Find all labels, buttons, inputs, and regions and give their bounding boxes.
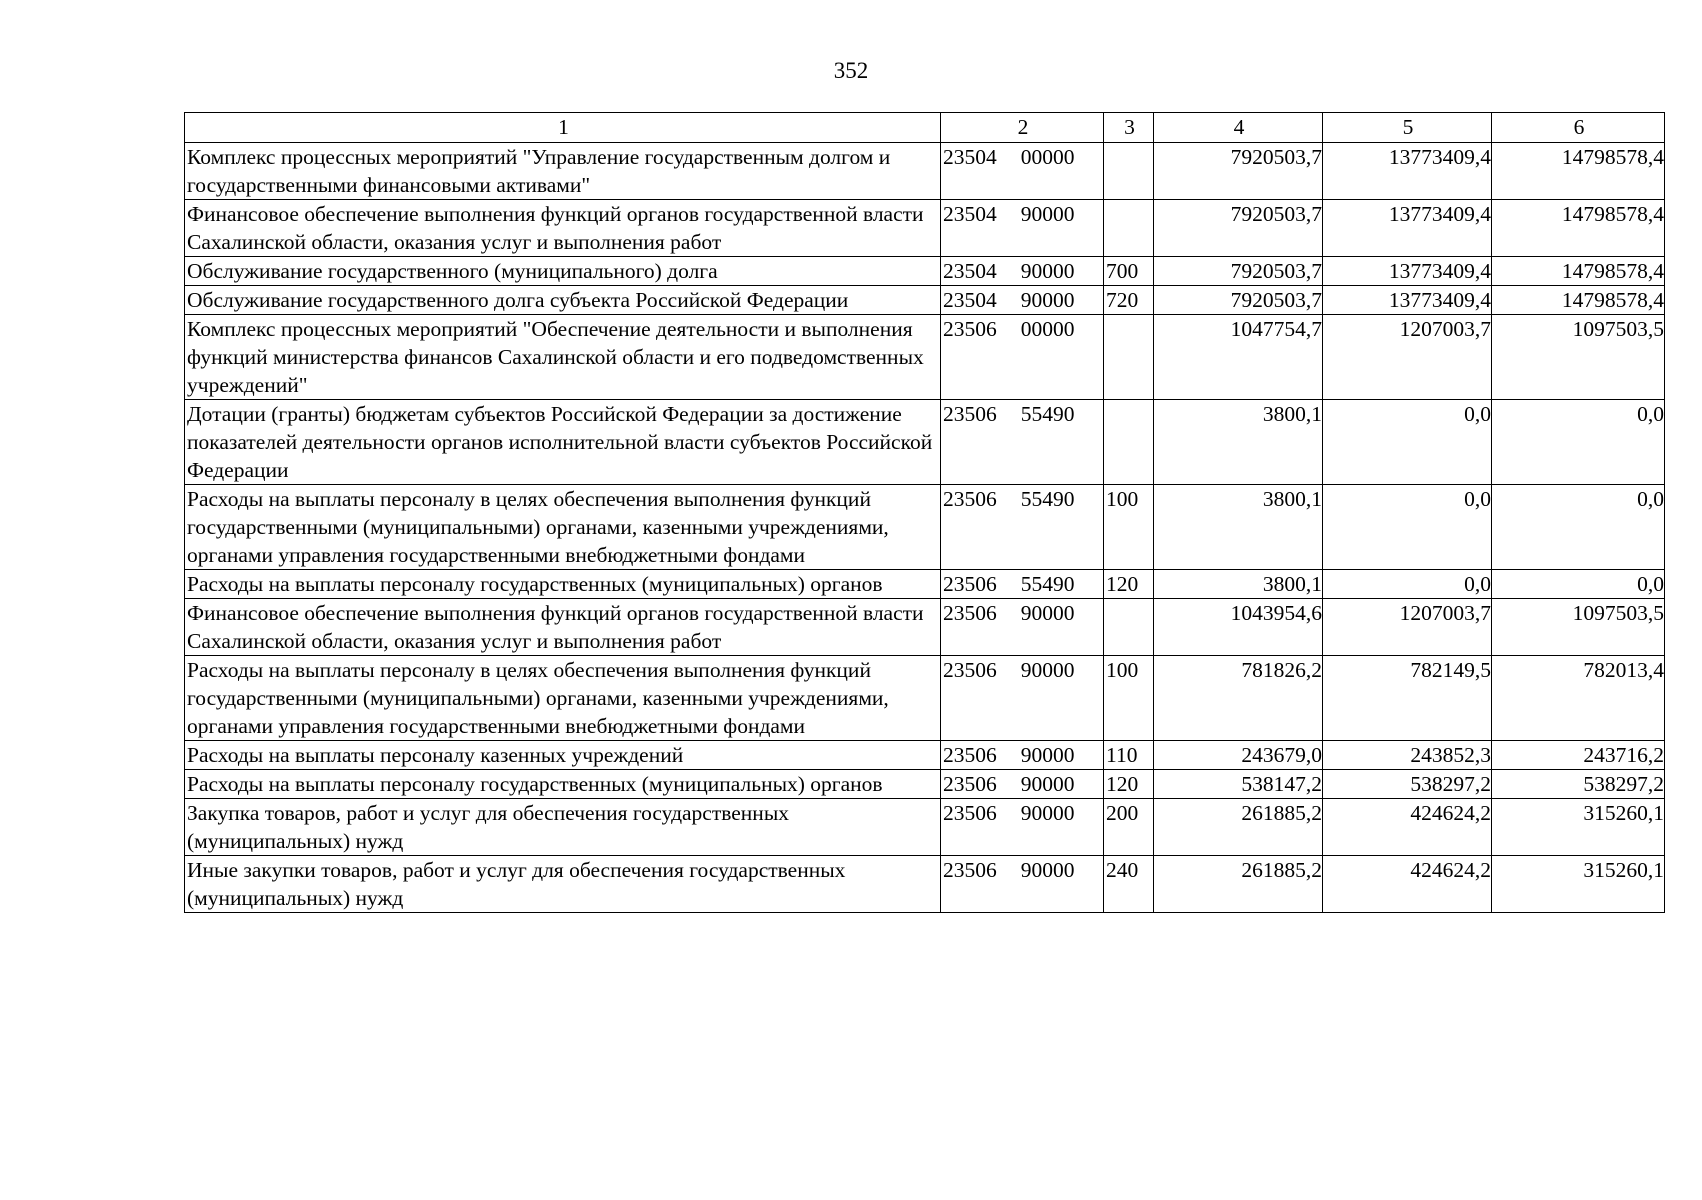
expense-type-code-cell: 120 [1104,770,1154,799]
expense-type-code-cell [1104,143,1154,200]
expense-name-cell: Закупка товаров, работ и услуг для обеспечения государственных (муниципальных) нужд [185,799,941,856]
target-article-code-cell [941,143,1104,200]
target-article-code-cell [941,485,1104,570]
expense-name-cell: Расходы на выплаты персоналу в целях обеспечения выполнения функций государственными (муниципальными) органами, казенными учреждениями, органами управления государственными внебюджетными фондами [185,485,941,570]
table-row [185,741,1665,770]
table-row [185,315,1665,400]
amount-col4-cell: 538147,2 [1154,770,1323,799]
amount-col5-cell: 243852,3 [1323,741,1492,770]
amount-col4-cell: 7920503,7 [1154,286,1323,315]
table-row [185,856,1665,913]
amount-col6-cell: 14798578,4 [1492,143,1665,200]
amount-col4-cell: 3800,1 [1154,570,1323,599]
direction-code: 00000 [1020,317,1075,341]
program-code: 23504 [943,259,997,283]
target-article-code-cell [941,856,1104,913]
amount-col4-cell: 7920503,7 [1154,143,1323,200]
table-row [185,400,1665,485]
direction-code: 90000 [1020,743,1075,767]
direction-code: 90000 [1020,658,1075,682]
table-row [185,143,1665,200]
amount-col4-cell: 1047754,7 [1154,315,1323,400]
program-code: 23504 [943,288,997,312]
amount-col6-cell: 14798578,4 [1492,257,1665,286]
expense-type-code-cell: 700 [1104,257,1154,286]
column-header: 3 [1104,113,1154,143]
program-code: 23506 [943,572,997,596]
direction-code: 00000 [1020,145,1075,169]
table-row [185,799,1665,856]
expense-type-code-cell: 100 [1104,485,1154,570]
program-code: 23504 [943,202,997,226]
target-article-code-cell [941,257,1104,286]
program-code: 23504 [943,145,997,169]
program-code: 23506 [943,658,997,682]
direction-code: 90000 [1020,858,1075,882]
expense-name-cell: Расходы на выплаты персоналу государственных (муниципальных) органов [185,570,941,599]
amount-col5-cell: 538297,2 [1323,770,1492,799]
amount-col4-cell: 1043954,6 [1154,599,1323,656]
amount-col4-cell: 261885,2 [1154,856,1323,913]
expense-name-cell: Расходы на выплаты персоналу государственных (муниципальных) органов [185,770,941,799]
table-row [185,200,1665,257]
amount-col6-cell: 315260,1 [1492,799,1665,856]
expense-name-cell: Обслуживание государственного (муниципального) долга [185,257,941,286]
target-article-code-cell [941,315,1104,400]
direction-code: 90000 [1020,288,1075,312]
amount-col5-cell: 1207003,7 [1323,599,1492,656]
table-body [185,143,1665,913]
expense-type-code-cell [1104,599,1154,656]
table-row [185,286,1665,315]
amount-col4-cell: 7920503,7 [1154,257,1323,286]
amount-col5-cell: 424624,2 [1323,856,1492,913]
table-row [185,770,1665,799]
table-row [185,257,1665,286]
amount-col4-cell: 243679,0 [1154,741,1323,770]
amount-col6-cell: 0,0 [1492,570,1665,599]
amount-col5-cell: 13773409,4 [1323,143,1492,200]
amount-col6-cell: 243716,2 [1492,741,1665,770]
expense-type-code-cell: 120 [1104,570,1154,599]
amount-col5-cell: 0,0 [1323,400,1492,485]
expense-name-cell: Финансовое обеспечение выполнения функций органов государственной власти Сахалинской области, оказания услуг и выполнения работ [185,200,941,257]
amount-col4-cell: 3800,1 [1154,400,1323,485]
amount-col6-cell: 782013,4 [1492,656,1665,741]
amount-col6-cell: 0,0 [1492,485,1665,570]
direction-code: 90000 [1020,202,1075,226]
amount-col6-cell: 14798578,4 [1492,286,1665,315]
expense-type-code-cell: 240 [1104,856,1154,913]
column-header: 2 [941,113,1104,143]
amount-col5-cell: 424624,2 [1323,799,1492,856]
target-article-code-cell [941,599,1104,656]
amount-col5-cell: 1207003,7 [1323,315,1492,400]
target-article-code-cell [941,656,1104,741]
amount-col4-cell: 7920503,7 [1154,200,1323,257]
column-header: 4 [1154,113,1323,143]
expense-name-cell: Дотации (гранты) бюджетам субъектов Российской Федерации за достижение показателей деятельности органов исполнительной власти субъектов Российской Федерации [185,400,941,485]
target-article-code-cell [941,799,1104,856]
amount-col6-cell: 1097503,5 [1492,315,1665,400]
program-code: 23506 [943,487,997,511]
target-article-code-cell [941,770,1104,799]
program-code: 23506 [943,317,997,341]
expense-name-cell: Обслуживание государственного долга субъекта Российской Федерации [185,286,941,315]
amount-col5-cell: 782149,5 [1323,656,1492,741]
expense-type-code-cell [1104,400,1154,485]
expense-name-cell: Расходы на выплаты персоналу в целях обеспечения выполнения функций государственными (муниципальными) органами, казенными учреждениями, органами управления государственными внебюджетными фондами [185,656,941,741]
expense-type-code-cell [1104,200,1154,257]
expense-type-code-cell: 100 [1104,656,1154,741]
expense-type-code-cell: 200 [1104,799,1154,856]
program-code: 23506 [943,858,997,882]
target-article-code-cell [941,286,1104,315]
amount-col5-cell: 13773409,4 [1323,286,1492,315]
amount-col4-cell: 781826,2 [1154,656,1323,741]
amount-col5-cell: 13773409,4 [1323,257,1492,286]
program-code: 23506 [943,402,997,426]
expense-name-cell: Комплекс процессных мероприятий "Управление государственным долгом и государственными финансовыми активами" [185,143,941,200]
column-header: 6 [1492,113,1665,143]
expense-type-code-cell: 110 [1104,741,1154,770]
table-row [185,599,1665,656]
expense-name-cell: Финансовое обеспечение выполнения функций органов государственной власти Сахалинской области, оказания услуг и выполнения работ [185,599,941,656]
target-article-code-cell [941,741,1104,770]
header-row [185,113,1665,143]
direction-code: 55490 [1020,572,1075,596]
direction-code: 90000 [1020,259,1075,283]
table-row [185,656,1665,741]
column-header: 5 [1323,113,1492,143]
program-code: 23506 [943,743,997,767]
amount-col4-cell: 3800,1 [1154,485,1323,570]
expense-type-code-cell: 720 [1104,286,1154,315]
direction-code: 90000 [1020,772,1075,796]
program-code: 23506 [943,601,997,625]
amount-col5-cell: 0,0 [1323,485,1492,570]
amount-col4-cell: 261885,2 [1154,799,1323,856]
program-code: 23506 [943,801,997,825]
direction-code: 55490 [1020,402,1075,426]
amount-col6-cell: 0,0 [1492,400,1665,485]
page-number: 352 [833,58,869,83]
budget-table [184,112,1665,913]
program-code: 23506 [943,772,997,796]
amount-col6-cell: 538297,2 [1492,770,1665,799]
table-row [185,485,1665,570]
direction-code: 55490 [1020,487,1075,511]
amount-col5-cell: 0,0 [1323,570,1492,599]
expense-name-cell: Иные закупки товаров, работ и услуг для обеспечения государственных (муниципальных) нужд [185,856,941,913]
expense-name-cell: Комплекс процессных мероприятий "Обеспечение деятельности и выполнения функций министерства финансов Сахалинской области и его подведомственных учреждений" [185,315,941,400]
table-row [185,570,1665,599]
column-header: 1 [185,113,941,143]
expense-name-cell: Расходы на выплаты персоналу казенных учреждений [185,741,941,770]
amount-col5-cell: 13773409,4 [1323,200,1492,257]
direction-code: 90000 [1020,801,1075,825]
amount-col6-cell: 315260,1 [1492,856,1665,913]
amount-col6-cell: 1097503,5 [1492,599,1665,656]
target-article-code-cell [941,400,1104,485]
direction-code: 90000 [1020,601,1075,625]
expense-type-code-cell [1104,315,1154,400]
target-article-code-cell [941,200,1104,257]
amount-col6-cell: 14798578,4 [1492,200,1665,257]
target-article-code-cell [941,570,1104,599]
